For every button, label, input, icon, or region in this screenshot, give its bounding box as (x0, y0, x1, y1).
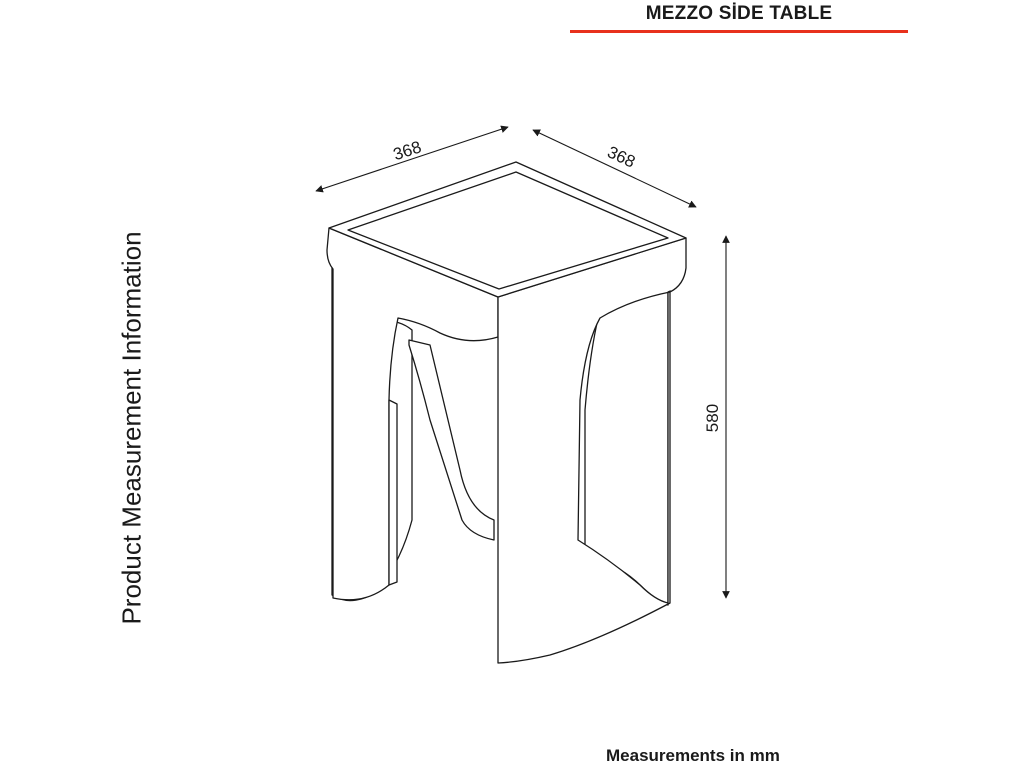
side-label: Product Measurement Information (116, 231, 147, 625)
units-note: Measurements in mm (606, 746, 780, 765)
width-dimension-label: 368 (390, 137, 424, 165)
inner-left-leg-face (409, 340, 494, 540)
product-title: MEZZO SİDE TABLE (645, 3, 833, 24)
front-left-leg-edge (389, 400, 397, 585)
depth-dimension-label: 368 (604, 142, 639, 172)
height-dimension-label: 580 (703, 403, 722, 433)
